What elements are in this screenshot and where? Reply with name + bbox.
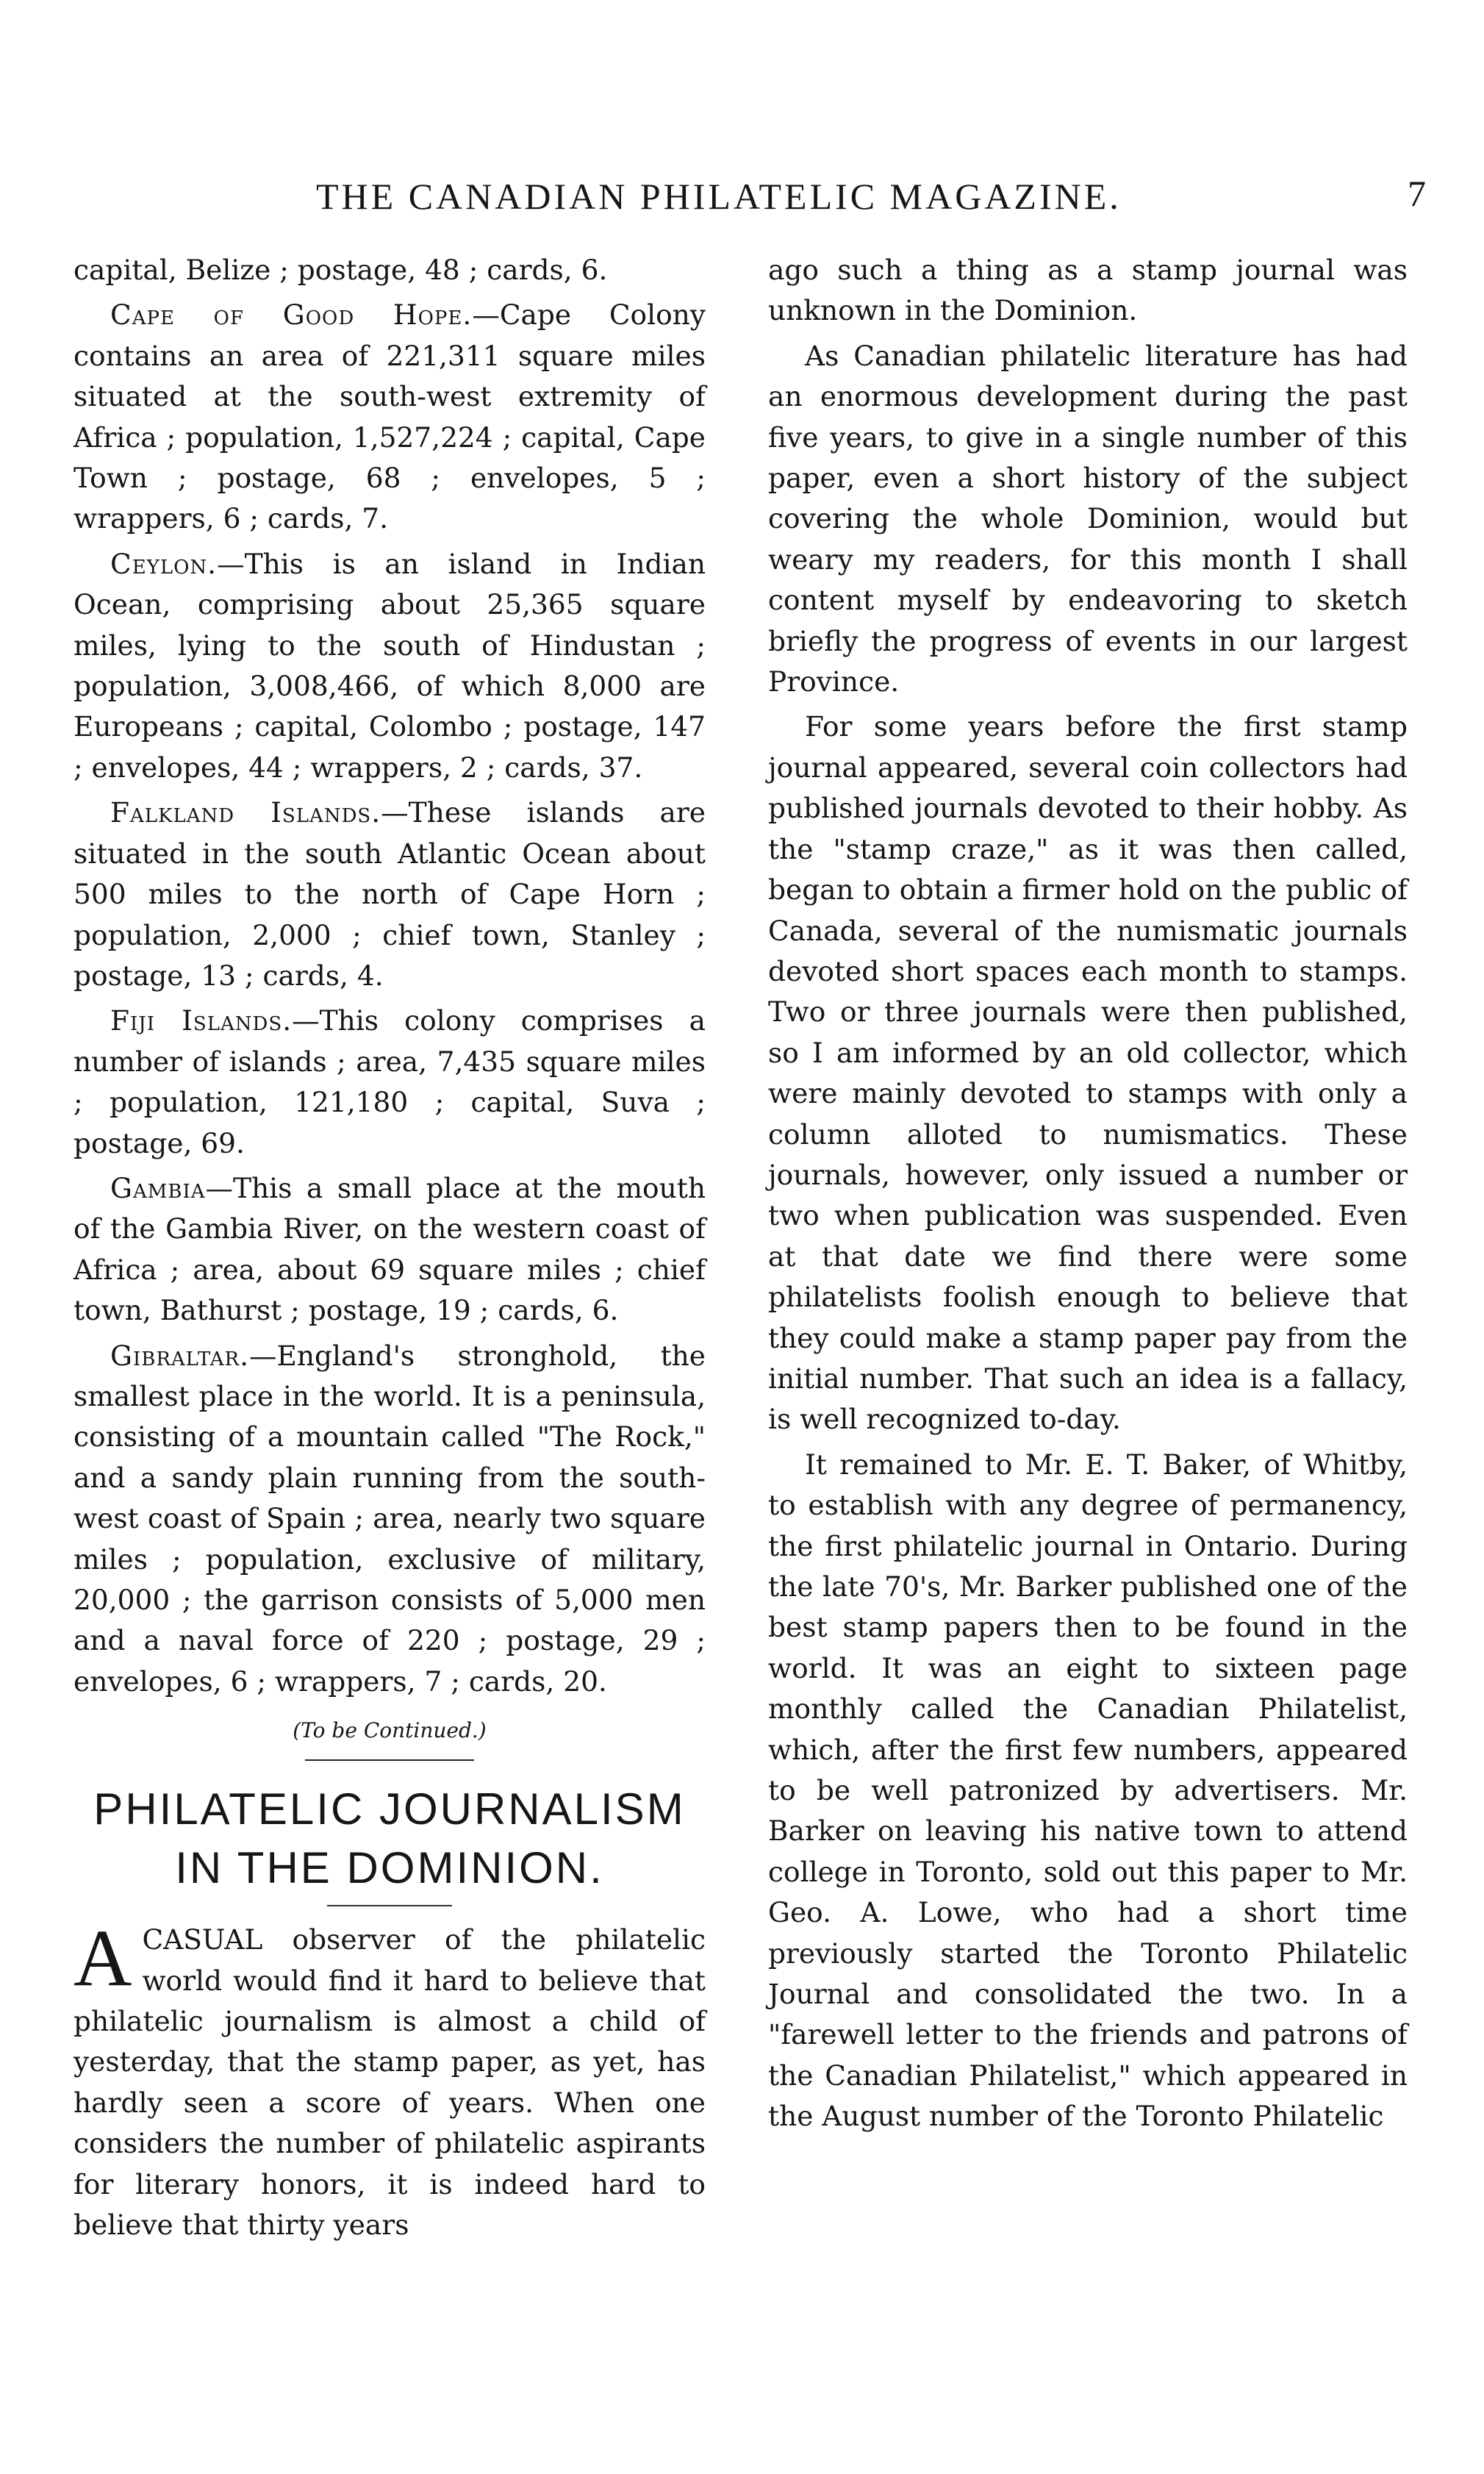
paragraph (74, 295, 706, 539)
heading-divider (327, 1905, 452, 1906)
section-divider (305, 1759, 474, 1761)
entry-lead: Fiji Islands. (110, 1004, 293, 1037)
drop-cap: A (74, 1913, 132, 2003)
left-column (74, 250, 706, 2250)
entry-lead: Falkland Islands. (110, 796, 381, 829)
entry-text: —This colony comprises a number of islands ; area, 7,435 square miles ; population, 121,180 ; capital, Suva ; postage, 69. (74, 1004, 706, 1159)
entry-lead: Cape of Good Hope. (110, 298, 473, 332)
paragraph (74, 1001, 706, 1164)
paragraph (74, 1168, 706, 1331)
page-header (74, 175, 1433, 226)
entry-lead: Gibraltar. (110, 1339, 250, 1372)
paragraph: It remained to Mr. E. T. Baker, of Whitby, to establish with any degree of permanency, the first philatelic journal in Ontario. During the late 70's, Mr. Barker published one of the best stamp papers then to be found in the world. It was an eight to sixteen page monthly called the Canadian Philatelist, which, after the first few numbers, appeared to be well patronized by advertisers. Mr. Barker on leaving his native town to attend college in Toronto, sold out this paper to Mr. Geo. A. Lowe, who had a short time previously started the Toronto Philatelic Journal and consolidated the two. In a "farewell letter to the friends and patrons of the Canadian Philatelist," which appeared in the August number of the Toronto Philatelic (768, 1448, 1408, 2133)
entry-lead: Gambia (110, 1171, 206, 1204)
paragraph (74, 544, 706, 788)
paragraph: As Canadian philatelic literature has had an enormous development during the past five years, to give in a single number of this paper, even a short history of the subject covering the whole Dominion, would but weary my readers, for this month I shall content myself by endeavoring to sketch briefly the progress of events in our largest Province. (768, 339, 1408, 698)
entry-text: —This a small place at the mouth of the Gambia River, on the western coast of Africa ; area, about 69 square miles ; chief town, Bathurst ; postage, 19 ; cards, 6. (74, 1171, 706, 1327)
paragraph: ago such a thing as a stamp journal was unknown in the Dominion. (768, 254, 1408, 327)
entry-text: —Cape Colony contains an area of 221,311 square miles situated at the south-west extremity of Africa ; population, 1,527,224 ; capital, Cape Town ; postage, 68 ; envelopes, 5 ; wrappers, 6 ; cards, 7. (74, 298, 706, 535)
entry-text: —England's stronghold, the smallest place in the world. It is a peninsula, consisting of a mountain called "The Rock," and a sandy plain running from the south-west coast of Spain ; area, nearly two square miles ; population, exclusive of military, 20,000 ; the garrison consists of 5,000 men and a naval force of 220 ; postage, 29 ; envelopes, 6 ; wrappers, 7 ; cards, 20. (74, 1339, 706, 1698)
continued-note: (To be Continued.) (293, 1718, 487, 1743)
entry-lead: Ceylon. (110, 547, 218, 580)
entry-text: CASUAL observer of the philatelic world would find it hard to believe that philatelic journalism is almost a child of yesterday, that the stamp paper, as yet, has hardly seen a score of years. When one considers the number of philatelic aspirants for literary honors, it is indeed hard to believe that thirty years (74, 1923, 706, 2242)
paragraph: capital, Belize ; postage, 48 ; cards, 6. (74, 254, 608, 286)
paragraph: For some years before the first stamp journal appeared, several coin collectors had published journals devoted to their hobby. As the "stamp craze," as it was then called, began to obtain a firmer hold on the public of Canada, several of the numismatic journals devoted short spaces each month to stamps. Two or three journals were then published, so I am informed by an old collector, which were mainly devoted to stamps with only a column alloted to numismatics. These journals, however, only issued a number or two when publication was suspended. Even at that date we find there were some philatelists foolish enough to believe that they could make a stamp paper pay from the initial number. That such an idea is a fallacy, is well recognized to-day. (768, 710, 1408, 1436)
paragraph (74, 793, 706, 996)
article-heading: PHILATELIC JOURNALISM IN THE DOMINION. (93, 1784, 686, 1893)
paragraph (74, 1336, 706, 1703)
running-title: THE CANADIAN PHILATELIC MAGAZINE. (316, 176, 1122, 217)
entry-text: —This is an island in Indian Ocean, comprising about 25,365 square miles, lying to the south of Hindustan ; population, 3,008,466, of which 8,000 are Europeans ; capital, Colombo ; postage, 147 ; envelopes, 44 ; wrappers, 2 ; cards, 37. (74, 547, 706, 784)
entry-text: —These islands are situated in the south Atlantic Ocean about 500 miles to the north of Cape Horn ; population, 2,000 ; chief town, Stanley ; postage, 13 ; cards, 4. (74, 796, 706, 992)
right-column (768, 250, 1408, 2142)
paragraph (74, 1913, 706, 2245)
page-number: 7 (1408, 173, 1426, 214)
